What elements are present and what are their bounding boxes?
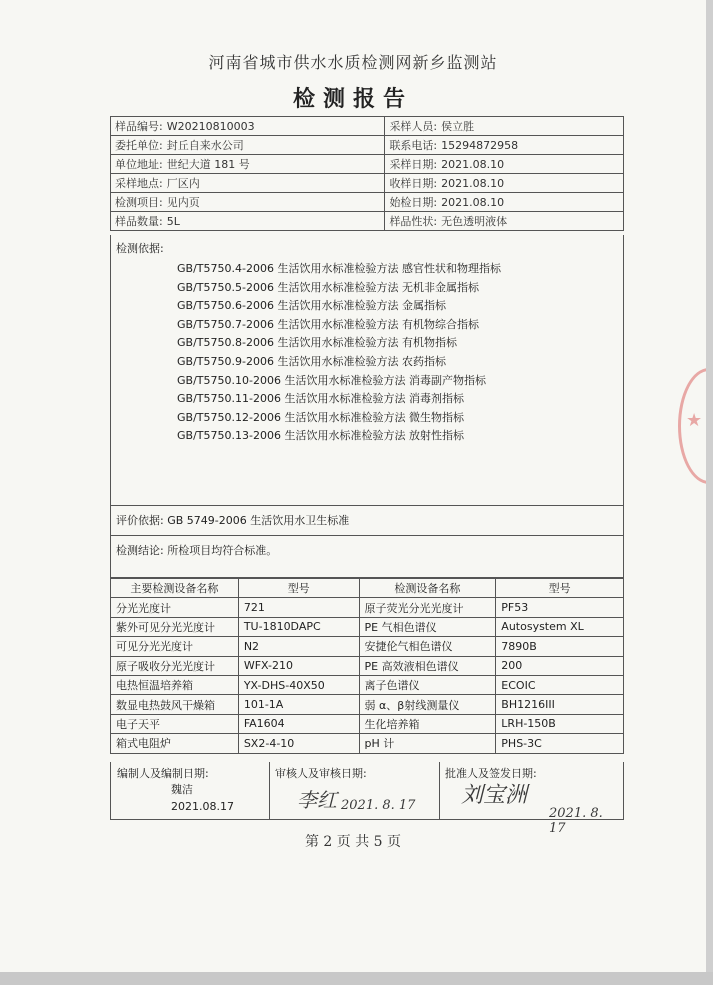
equipment-name-cell: 电热恒温培养箱 (111, 675, 239, 694)
equipment-table (110, 578, 624, 754)
equipment-row (111, 695, 624, 714)
equipment-model-cell: ECOIC (496, 675, 624, 694)
station-name: 河南省城市供水水质检测网新乡监测站 (208, 53, 498, 72)
compiler-name: 魏洁 (171, 783, 193, 796)
reviewer-cell (269, 762, 440, 819)
equipment-name-cell: 分光光度计 (111, 598, 239, 617)
equipment-model-cell: 200 (496, 656, 624, 675)
standard-item: GB/T5750.5-2006 生活饮用水标准检验方法 无机非金属指标 (177, 280, 479, 294)
info-row (111, 136, 624, 155)
compiler-cell (111, 762, 270, 819)
info-label: 检测项目: (115, 196, 163, 209)
info-label: 样品编号: (115, 120, 163, 133)
info-cell-right (385, 193, 624, 212)
equipment-row (111, 734, 624, 753)
equipment-name-cell: 数显电热鼓风干燥箱 (111, 695, 239, 714)
equipment-name-cell: pH 计 (359, 734, 496, 753)
info-row (111, 193, 624, 212)
info-value: 侯立胜 (441, 120, 475, 133)
test-conclusion: 检测结论: 所检项目均符合标准。 (110, 536, 624, 578)
approver-date: 2021. 8. 17 (549, 806, 603, 836)
info-cell-right (385, 117, 624, 136)
approver-signature: 刘宝洲 (461, 783, 528, 808)
info-label: 联系电话: (389, 139, 438, 152)
info-label: 委托单位: (115, 139, 163, 152)
info-cell-left (111, 212, 385, 231)
info-value: 5L (166, 215, 180, 228)
info-value: W20210810003 (166, 120, 255, 133)
header-model-2: 型号 (496, 579, 624, 598)
standard-item: GB/T5750.6-2006 生活饮用水标准检验方法 金属指标 (177, 299, 446, 313)
equipment-model-cell: SX2-4-10 (238, 734, 359, 753)
equipment-model-cell: LRH-150B (496, 714, 624, 733)
equipment-model-cell: 721 (238, 598, 359, 617)
info-cell-left (111, 193, 385, 212)
equipment-row (111, 714, 624, 733)
equipment-name-cell: 原子荧光分光光度计 (359, 598, 496, 617)
info-label: 采样人员: (389, 120, 438, 133)
sample-info-table (110, 116, 624, 231)
scan-bottom-edge (0, 972, 713, 985)
equipment-row (111, 637, 624, 656)
page-number: 第 2 页 共 5 页 (304, 834, 402, 850)
equipment-name-cell: 弱 α、β射线测量仪 (359, 695, 496, 714)
equipment-name-cell: 可见分光光度计 (111, 637, 239, 656)
info-cell-left (111, 174, 385, 193)
info-value: 世纪大道 181 号 (166, 158, 250, 171)
scan-edge (706, 0, 713, 985)
report-title: 检测报告 (292, 86, 413, 112)
equipment-model-cell: FA1604 (238, 714, 359, 733)
standard-item: GB/T5750.13-2006 生活饮用水标准检验方法 放射性指标 (177, 429, 464, 443)
info-value: 2021.08.10 (441, 196, 505, 209)
reviewer-date: 2021. 8. 17 (341, 798, 416, 813)
test-basis-section (110, 235, 624, 506)
equipment-model-cell: WFX-210 (238, 656, 359, 675)
equipment-row (111, 675, 624, 694)
equipment-name-cell: 箱式电阻炉 (111, 734, 239, 753)
equipment-name-cell: 电子天平 (111, 714, 239, 733)
standard-item: GB/T5750.12-2006 生活饮用水标准检验方法 微生物指标 (177, 410, 464, 424)
reviewer-signature: 李红 (297, 788, 337, 812)
compiler-date: 2021.08.17 (171, 800, 234, 813)
info-cell-right (385, 212, 624, 231)
info-cell-left (111, 155, 385, 174)
equipment-model-cell: 7890B (496, 637, 624, 656)
equipment-name-cell: 安捷伦气相色谱仪 (359, 637, 496, 656)
approver-label: 批准人及签发日期: (445, 767, 537, 780)
standard-item: GB/T5750.7-2006 生活饮用水标准检验方法 有机物综合指标 (177, 317, 479, 331)
approver-cell (439, 762, 623, 836)
info-value: 15294872958 (441, 139, 519, 152)
info-label: 采样日期: (389, 158, 438, 171)
info-label: 始检日期: (389, 196, 438, 209)
equipment-name-cell: 生化培养箱 (359, 714, 496, 733)
equipment-model-cell: PHS-3C (496, 734, 624, 753)
equipment-model-cell: TU-1810DAPC (238, 617, 359, 636)
info-value: 2021.08.10 (441, 158, 505, 171)
info-label: 收样日期: (389, 177, 438, 190)
seal-star-icon: ★ (686, 410, 703, 431)
standard-item: GB/T5750.11-2006 生活饮用水标准检验方法 消毒剂指标 (177, 392, 464, 406)
info-label: 样品性状: (389, 215, 438, 228)
equipment-model-cell: N2 (238, 637, 359, 656)
standards-list (177, 260, 501, 446)
equipment-name-cell: 离子色谱仪 (359, 675, 496, 694)
compiler-label: 编制人及编制日期: (117, 767, 209, 780)
reviewer-label: 审核人及审核日期: (275, 767, 367, 780)
equipment-model-cell: BH1216III (496, 695, 624, 714)
info-value: 封丘自来水公司 (166, 139, 244, 152)
header-equipment-name-2: 检测设备名称 (359, 579, 496, 598)
info-label: 样品数量: (115, 215, 163, 228)
info-cell-right (385, 155, 624, 174)
info-label: 采样地点: (115, 177, 163, 190)
info-row (111, 212, 624, 231)
equipment-model-cell: PF53 (496, 598, 624, 617)
equipment-name-cell: 紫外可见分光光度计 (111, 617, 239, 636)
info-row (111, 117, 624, 136)
standard-item: GB/T5750.8-2006 生活饮用水标准检验方法 有机物指标 (177, 336, 457, 350)
equipment-name-cell: PE 高效液相色谱仪 (359, 656, 496, 675)
equipment-header-row (111, 579, 624, 598)
info-cell-left (111, 136, 385, 155)
equipment-name-cell: PE 气相色谱仪 (359, 617, 496, 636)
standard-item: GB/T5750.4-2006 生活饮用水标准检验方法 感官性状和物理指标 (177, 262, 501, 275)
info-label: 单位地址: (115, 158, 163, 171)
standard-item: GB/T5750.9-2006 生活饮用水标准检验方法 农药指标 (177, 354, 446, 368)
equipment-row (111, 656, 624, 675)
equipment-model-cell: YX-DHS-40X50 (238, 675, 359, 694)
info-value: 见内页 (166, 196, 200, 209)
evaluation-basis: 评价依据: GB 5749-2006 生活饮用水卫生标准 (110, 506, 624, 536)
equipment-row (111, 598, 624, 617)
info-cell-right (385, 136, 624, 155)
info-value: 厂区内 (166, 177, 200, 190)
header-model: 型号 (238, 579, 359, 598)
equipment-model-cell: Autosystem XL (496, 617, 624, 636)
signature-section (110, 762, 624, 836)
info-cell-right (385, 174, 624, 193)
info-value: 2021.08.10 (441, 177, 505, 190)
info-row (111, 174, 624, 193)
header-equipment-name: 主要检测设备名称 (111, 579, 239, 598)
info-cell-left (111, 117, 385, 136)
standard-item: GB/T5750.10-2006 生活饮用水标准检验方法 消毒副产物指标 (177, 373, 486, 387)
info-row (111, 155, 624, 174)
equipment-row (111, 617, 624, 636)
equipment-name-cell: 原子吸收分光光度计 (111, 656, 239, 675)
test-basis-label: 检测依据: (116, 242, 164, 255)
info-value: 无色透明液体 (441, 215, 508, 228)
equipment-model-cell: 101-1A (238, 695, 359, 714)
